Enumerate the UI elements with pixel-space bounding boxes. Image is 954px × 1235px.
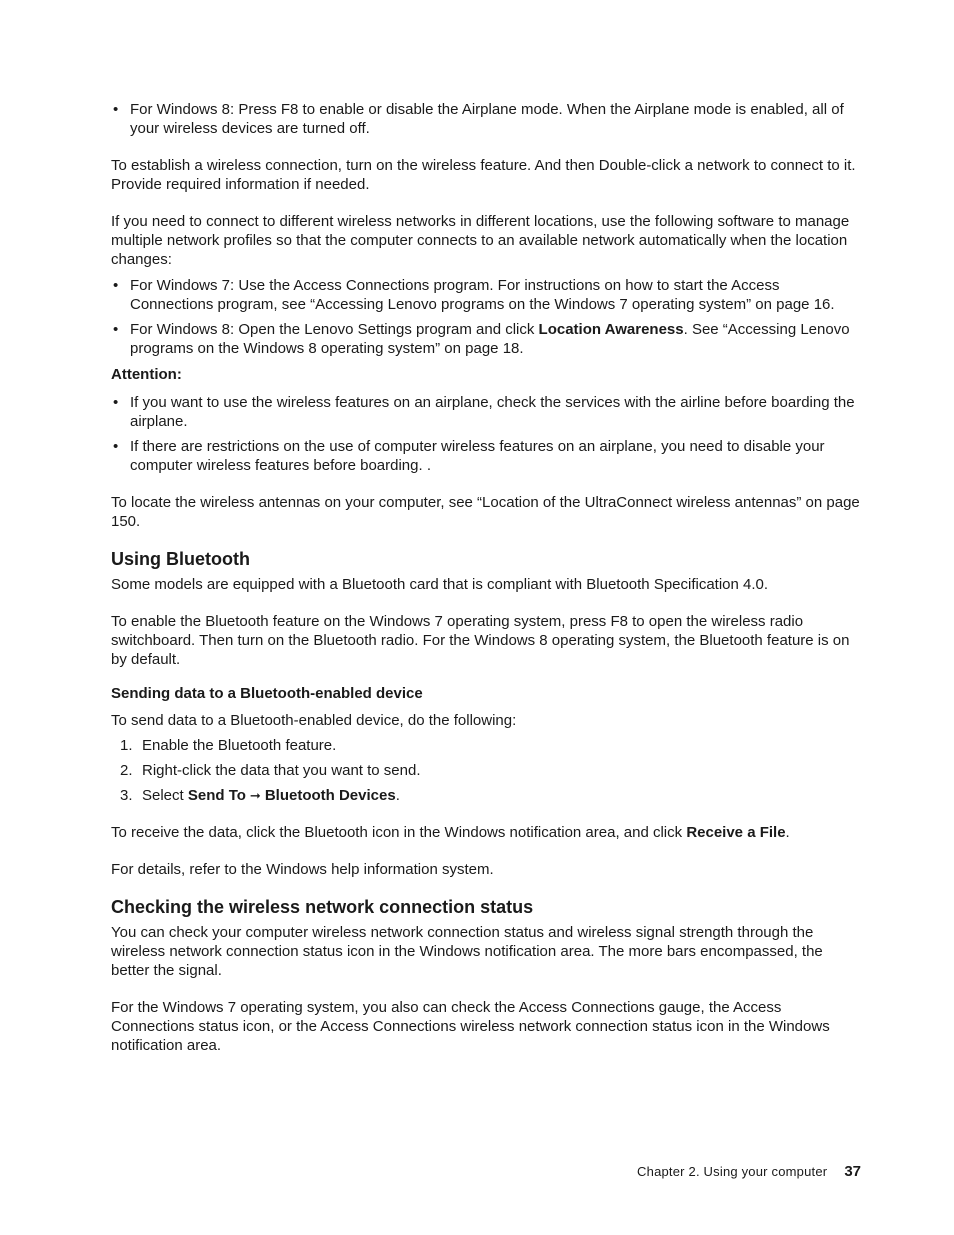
paragraph-send-lead: To send data to a Bluetooth-enabled device, do the following: [111,712,517,729]
paragraph-bluetooth-models: Some models are equipped with a Bluetooth card that is compliant with Bluetooth Specification 4.0. [111,576,769,593]
bullet: • [113,394,119,411]
list-item [111,320,863,358]
list-item-text-post: . See “Accessing Lenovo programs on the Windows 8 operating system” on page 18. [130,321,850,357]
steps-list [111,736,863,805]
list-item [111,100,863,138]
list-item-text: If you want to use the wireless features on an airplane, check the services with the airline before boarding the airplane. [130,394,855,430]
paragraph-receive [111,823,863,842]
airplane-list [111,100,863,138]
step-number: 3. [120,787,133,804]
bullet: • [113,277,119,294]
paragraph-profiles: If you need to connect to different wireless networks in different locations, use the following software to manage multiple network profiles so that the computer connects to an available network automatically when the location changes: [111,213,850,268]
heading-checking-status: Checking the wireless network connection status [111,897,534,917]
paragraph-antennas: To locate the wireless antennas on your computer, see “Location of the UltraConnect wireless antennas” on page 150. [111,494,860,530]
step-text: Enable the Bluetooth feature. [142,737,337,754]
list-item [111,393,863,431]
paragraph-status-1: You can check your computer wireless network connection status and wireless signal strength through the wireless network connection status icon in the Windows notification area. The more bars encompassed, the better the signal. [111,924,823,979]
step-text-pre: Select [142,787,188,804]
list-item [111,276,863,314]
list-item-text: For Windows 7: Use the Access Connections program. For instructions on how to start the Access Connections program, see “Accessing Lenovo programs on the Windows 7 operating system” on page 16. [130,277,835,313]
step-number: 2. [120,762,133,779]
step-item [111,736,863,755]
bluetooth-devices-label: Bluetooth Devices [264,787,396,804]
attention-label: Attention: [111,366,182,383]
paragraph-bluetooth-enable: To enable the Bluetooth feature on the Windows 7 operating system, press F8 to open the wireless radio switchboard. Then turn on the Bluetooth radio. For the Windows 8 operating system, the Bluetooth feature is on by default. [111,613,850,668]
bullet: • [113,438,119,455]
list-item-text: If there are restrictions on the use of computer wireless features on an airplane, you need to disable your computer wireless features before boarding. . [130,438,825,474]
page-footer [637,1163,861,1180]
bullet: • [113,321,119,338]
receive-text-pre: To receive the data, click the Bluetooth icon in the Windows notification area, and click [111,824,687,841]
step-item [111,761,863,780]
list-item [111,437,863,475]
page-number: 37 [844,1163,861,1180]
footer-chapter: Chapter 2. Using your computer [637,1164,828,1179]
step-text-post: . [395,787,400,804]
heading-using-bluetooth: Using Bluetooth [111,549,250,569]
step-number: 1. [120,737,133,754]
profiles-list [111,276,863,358]
paragraph-status-2: For the Windows 7 operating system, you also can check the Access Connections gauge, the Access Connections status icon, or the Access Connections wireless network connection status icon in the Windows notification area. [111,999,830,1054]
attention-list [111,393,863,475]
step-item [111,786,863,805]
paragraph-details: For details, refer to the Windows help information system. [111,861,494,878]
list-item-text: For Windows 8: Press F8 to enable or disable the Airplane mode. When the Airplane mode is enabled, all of your wireless devices are turned off. [130,101,844,137]
step-text: Right-click the data that you want to send. [142,762,421,779]
heading-sending-data: Sending data to a Bluetooth-enabled device [111,685,423,702]
list-item-text-pre: For Windows 8: Open the Lenovo Settings program and click [130,321,539,338]
location-awareness-label: Location Awareness [538,321,684,338]
receive-text-post: . [785,824,790,841]
paragraph-establish: To establish a wireless connection, turn on the wireless feature. And then Double-click a network to connect to it. Provide required information if needed. [111,157,856,193]
page-content [111,100,863,1073]
receive-file-label: Receive a File [686,824,786,841]
bullet: • [113,101,119,118]
arrow-right-icon: ➞ [249,788,261,803]
send-to-label: Send To [187,787,246,804]
